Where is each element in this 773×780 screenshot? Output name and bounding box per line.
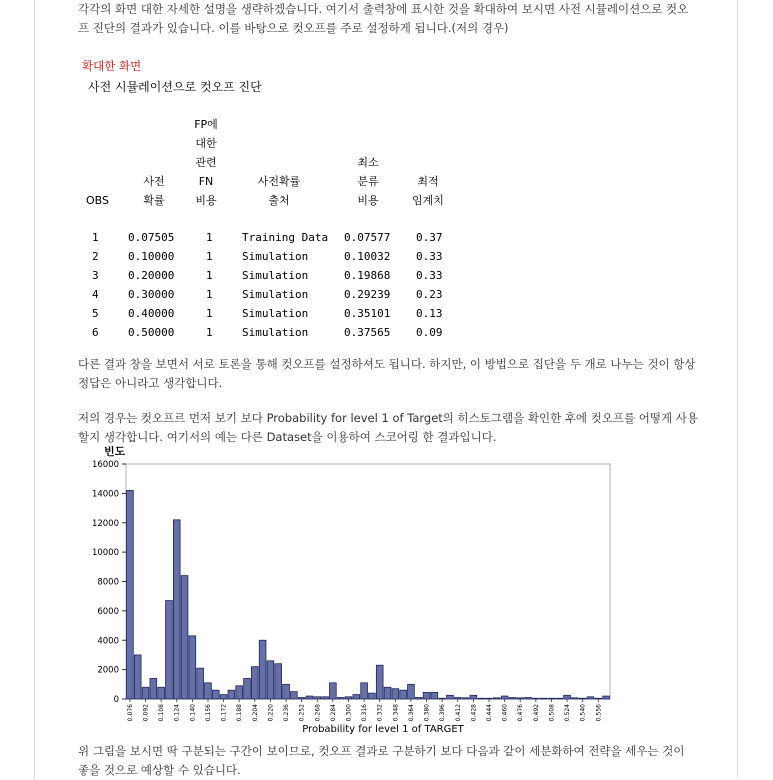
header-source-line1: 사전확률	[257, 175, 301, 188]
chart-x-ticks	[127, 699, 602, 721]
histogram-bar	[587, 697, 594, 699]
header-fn-line5: 비용	[195, 194, 217, 207]
threshold-cell: 0.33	[416, 250, 443, 263]
left-frame-border	[34, 0, 35, 779]
histogram-bar	[486, 698, 493, 699]
source-cell: Simulation	[242, 288, 309, 301]
x-tick-label: 0.316	[361, 704, 369, 722]
prior-cell: 0.10000	[128, 250, 175, 263]
x-tick-label: 0.524	[564, 704, 572, 722]
x-tick-label: 0.284	[329, 704, 337, 722]
histogram-bar	[306, 696, 313, 699]
histogram-bar	[415, 698, 422, 699]
histogram-bar	[517, 698, 524, 699]
histogram-bar	[369, 693, 376, 699]
prior-cell: 0.20000	[128, 269, 175, 282]
histogram-bar	[244, 678, 251, 699]
cost-cell: 0.10032	[344, 250, 391, 263]
x-tick-label: 0.428	[470, 704, 478, 722]
histogram-bar	[400, 690, 407, 699]
histogram-bar	[431, 692, 438, 699]
histogram-bar	[470, 695, 477, 699]
histogram-bar	[493, 698, 500, 699]
x-tick-label: 0.300	[345, 704, 353, 722]
x-tick-label: 0.556	[595, 704, 603, 722]
x-tick-label: 0.124	[173, 704, 181, 722]
header-mincost-line3: 비용	[357, 194, 379, 207]
x-tick-label: 0.220	[267, 704, 275, 722]
threshold-cell: 0.37	[416, 231, 443, 244]
cost-cell: 0.19868	[344, 269, 391, 282]
prior-cell: 0.40000	[128, 307, 175, 320]
x-tick-label: 0.172	[220, 704, 228, 722]
prior-cell: 0.07505	[128, 231, 175, 244]
x-tick-label: 0.412	[454, 704, 462, 722]
histogram-chart	[78, 446, 618, 736]
histogram-bar	[259, 640, 266, 699]
source-cell: Simulation	[242, 307, 309, 320]
right-frame-border	[737, 0, 738, 779]
y-tick-label: 4000	[97, 636, 119, 647]
threshold-cell: 0.13	[416, 307, 443, 320]
threshold-cell: 0.09	[416, 326, 443, 339]
histogram-bar	[127, 490, 134, 699]
fn-cell: 1	[206, 250, 213, 263]
histogram-bar	[579, 698, 586, 699]
x-tick-label: 0.540	[579, 704, 587, 722]
x-tick-label: 0.348	[392, 704, 400, 722]
histogram-bar	[548, 698, 555, 699]
header-fn-cost	[186, 115, 226, 210]
header-obs	[86, 191, 109, 210]
header-source	[244, 172, 314, 210]
histogram-bar	[564, 695, 571, 699]
source-cell: Simulation	[242, 269, 309, 282]
y-tick-label: 0	[113, 695, 119, 705]
header-mincost-line2: 분류	[357, 175, 379, 188]
obs-cell: 4	[92, 288, 99, 301]
histogram-bar	[509, 698, 516, 699]
histogram-bar	[212, 690, 219, 699]
obs-cell: 5	[92, 307, 99, 320]
header-prior-line1: 사전	[143, 175, 165, 188]
x-tick-label: 0.092	[142, 704, 150, 722]
x-tick-label: 0.108	[158, 704, 166, 722]
histogram-bar	[166, 601, 173, 699]
histogram-bar	[447, 695, 454, 699]
obs-cell: 3	[92, 269, 99, 282]
x-tick-label: 0.476	[517, 704, 525, 722]
histogram-bar	[322, 697, 329, 699]
y-tick-label: 10000	[91, 548, 119, 559]
histogram-bar	[525, 698, 532, 699]
x-tick-label: 0.364	[407, 704, 415, 722]
conclusion-paragraph: 위 그림을 보시면 딱 구분되는 구간이 보이므로, 컷오프 결과로 구분하기 보다 다음과 같이 세분화하여 전략을 세우는 것이 좋을 것으로 예상할 수 있습니다.	[78, 744, 685, 777]
histogram-bar	[501, 696, 508, 699]
fn-cell: 1	[206, 288, 213, 301]
histogram-bar	[345, 697, 352, 699]
discussion-paragraph: 다른 결과 창을 보면서 서로 토론을 통해 컷오프를 설정하셔도 됩니다. 하지만, 이 방법으로 집단을 두 개로 나누는 것이 항상 정답은 아니라고 생각합니다.	[78, 357, 696, 390]
source-cell: Simulation	[242, 326, 309, 339]
prior-cell: 0.30000	[128, 288, 175, 301]
x-tick-label: 0.252	[298, 704, 306, 722]
x-tick-label: 0.332	[376, 704, 384, 722]
threshold-cell: 0.23	[416, 288, 443, 301]
x-tick-label: 0.268	[314, 704, 322, 722]
histogram-bar	[454, 698, 461, 699]
histogram-bar	[181, 576, 188, 699]
fn-cell: 1	[206, 326, 213, 339]
source-cell: Simulation	[242, 250, 309, 263]
x-tick-label: 0.204	[251, 704, 259, 722]
header-prior	[134, 172, 174, 210]
histogram-bar	[361, 683, 368, 699]
x-axis-label: Probability for level 1 of TARGET	[302, 724, 464, 735]
header-prior-line2: 확률	[143, 194, 165, 207]
header-thr-line2: 임계치	[412, 194, 444, 207]
histogram-bar	[283, 684, 290, 699]
y-tick-label: 2000	[97, 665, 119, 676]
histogram-bar	[408, 684, 415, 699]
histogram-bar	[205, 683, 212, 699]
zoom-label: 확대한 화면	[82, 59, 142, 73]
obs-cell: 2	[92, 250, 99, 263]
intro-paragraph: 각각의 화면 대한 자세한 설명을 생략하겠습니다. 여기서 출력창에 표시한 것을 확대하여 보시면 사전 시뮬레이션으로 컷오프 진단의 결과가 있습니다. 이를 바탕으로 컷오프를 주로 설정하게 됩니다.(저의 경우)	[78, 2, 689, 35]
header-min-cost	[348, 153, 388, 210]
histogram-bar	[142, 687, 149, 699]
histogram-bar	[423, 692, 430, 699]
y-tick-label: 8000	[97, 577, 119, 588]
x-tick-label: 0.396	[439, 704, 447, 722]
histogram-bar	[462, 698, 469, 699]
histogram-bar	[595, 698, 602, 699]
histogram-bar	[603, 696, 610, 699]
histogram-bar	[290, 692, 297, 699]
histogram-bar	[439, 698, 446, 699]
y-tick-label: 16000	[91, 460, 119, 470]
cost-cell: 0.07577	[344, 231, 391, 244]
x-tick-label: 0.236	[283, 704, 291, 722]
header-fn-line4: FN	[198, 175, 214, 188]
histogram-bar	[236, 686, 243, 699]
fn-cell: 1	[206, 269, 213, 282]
obs-cell: 1	[92, 231, 99, 244]
fn-cell: 1	[206, 231, 213, 244]
histogram-bar	[298, 698, 305, 699]
cost-cell: 0.29239	[344, 288, 391, 301]
histogram-bar	[275, 664, 282, 699]
histogram-bar	[314, 697, 321, 699]
header-fn-line1: FP에	[194, 118, 218, 131]
header-fn-line3: 관련	[195, 156, 217, 169]
histogram-bar	[392, 689, 399, 699]
threshold-cell: 0.33	[416, 269, 443, 282]
x-tick-label: 0.188	[236, 704, 244, 722]
x-tick-label: 0.380	[423, 704, 431, 722]
histogram-bar	[540, 698, 547, 699]
histogram-bar	[384, 687, 391, 699]
x-tick-label: 0.076	[126, 704, 134, 722]
x-tick-label: 0.156	[204, 704, 212, 722]
y-tick-label: 6000	[97, 606, 119, 617]
histogram-bar	[173, 520, 180, 699]
y-axis-label: 빈도	[104, 446, 126, 458]
histogram-bar	[376, 665, 383, 699]
histogram-bar	[189, 636, 196, 699]
x-tick-label: 0.460	[501, 704, 509, 722]
cost-cell: 0.37565	[344, 326, 391, 339]
header-fn-line2: 대한	[195, 137, 217, 150]
header-mincost-line1: 최소	[357, 156, 379, 169]
fn-cell: 1	[206, 307, 213, 320]
header-threshold	[406, 172, 450, 210]
obs-cell: 6	[92, 326, 99, 339]
plot-area	[126, 464, 610, 699]
histogram-bar	[134, 655, 141, 699]
histogram-bar	[150, 678, 157, 699]
histogram-bar	[556, 698, 563, 699]
header-source-line2: 출처	[268, 194, 290, 207]
histogram-bar	[251, 667, 258, 699]
histogram-bar	[478, 698, 485, 699]
histogram-bar	[572, 698, 579, 699]
histogram-bar	[532, 698, 539, 699]
histogram-bar	[220, 695, 227, 699]
histogram-bar	[197, 668, 204, 699]
y-tick-label: 14000	[91, 489, 119, 500]
x-tick-label: 0.444	[486, 704, 493, 722]
histogram-bar	[267, 661, 274, 699]
histogram-bar	[228, 690, 235, 699]
header-obs-text: OBS	[86, 194, 109, 207]
prior-cell: 0.50000	[128, 326, 175, 339]
histogram-bar	[158, 687, 165, 699]
x-tick-label: 0.508	[548, 704, 556, 722]
x-tick-label: 0.140	[189, 704, 197, 722]
histogram-bar	[353, 695, 360, 699]
cost-cell: 0.35101	[344, 307, 391, 320]
histogram-bar	[330, 683, 337, 699]
header-thr-line1: 최적	[417, 175, 439, 188]
y-tick-label: 12000	[91, 518, 119, 529]
x-tick-label: 0.492	[532, 704, 540, 722]
source-cell: Training Data	[242, 231, 329, 244]
table-title: 사전 시뮬레이션으로 컷오프 진단	[88, 80, 262, 94]
histogram-bar	[337, 698, 344, 699]
histogram-paragraph: 저의 경우는 컷오프르 먼저 보기 보다 Probability for level 1 of Target의 히스토그램을 확인한 후에 컷오프를 어떻게 사용할지 생각합니다. 여기서의 예는 다른 Dataset을 이용하여 스코어링 한 결과입니다.	[78, 411, 698, 444]
